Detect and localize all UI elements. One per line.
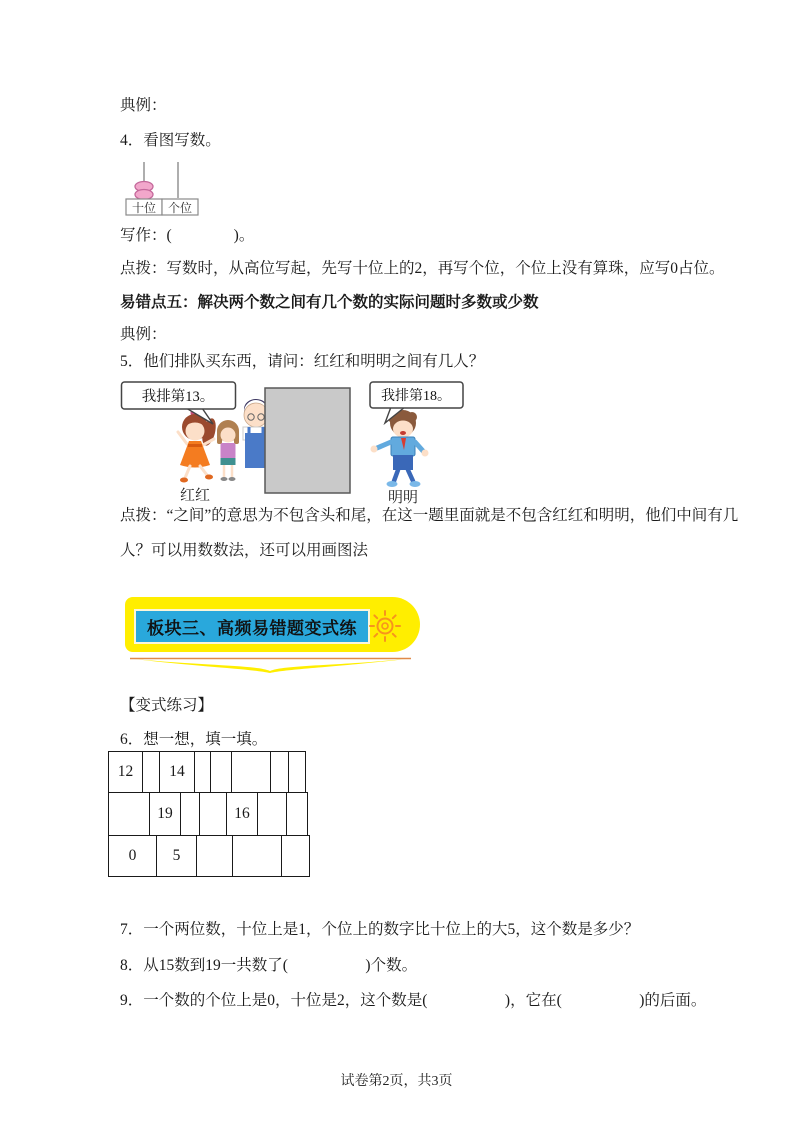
mingming-label: 明明 (387, 490, 419, 504)
example-label-1: 典例： (120, 97, 167, 114)
number-fill-table (108, 751, 310, 877)
question-4-tip: 点拨：写数时，从高位写起，先写十位上的2，再写个位，个位上没有算珠，应写0占位。 (120, 260, 725, 277)
bubble-left-text: 我排第13。 (141, 389, 215, 405)
table-cell-blank (288, 751, 306, 793)
question-5-title: 5．他们排队买东西，请问：红红和明明之间有几人？ (120, 353, 485, 370)
banner-underline-brace-icon (128, 655, 413, 675)
sun-icon (364, 606, 406, 646)
bubble-right-text: 我排第18。 (381, 389, 451, 404)
honghong-label: 红红 (179, 488, 211, 504)
table-cell-blank (180, 792, 200, 836)
table-cell-blank (108, 792, 150, 836)
ones-place-label: 个位 (167, 201, 193, 215)
question-7: 7．一个两位数，十位上是1，个位上的数字比十位上的大5，这个数是多少？ (120, 921, 640, 938)
gray-box-icon (265, 388, 350, 493)
honghong-girl-icon (178, 409, 218, 483)
table-cell-blank (281, 835, 310, 877)
mingming-boy-icon (371, 410, 429, 487)
table-row (108, 792, 310, 836)
table-cell-filled: 5 (156, 835, 197, 877)
table-cell-blank (196, 835, 233, 877)
small-girl-icon (217, 420, 239, 481)
abacus-figure (120, 160, 210, 223)
section-banner-title: 板块三、高频易错题变式练 (134, 609, 370, 644)
table-cell-filled: 19 (149, 792, 181, 836)
practice-heading: 【变式练习】 (120, 697, 214, 714)
table-cell-filled: 0 (108, 835, 157, 877)
section-banner (125, 597, 420, 652)
tens-bead-icon (135, 190, 153, 200)
example-label-2: 典例： (120, 326, 167, 343)
table-cell-blank (231, 751, 271, 793)
question-9: 9．一个数的个位上是0，十位是2，这个数是( )，它在( )的后面。 (120, 992, 707, 1009)
table-cell-filled: 12 (108, 751, 143, 793)
question-5-tip-line2: 人？可以用数数法，还可以用画图法 (120, 542, 369, 559)
question-6-title: 6．想一想，填一填。 (120, 731, 268, 748)
table-cell-blank (210, 751, 232, 793)
question-5-tip-line1: 点拨：“之间”的意思为不包含头和尾，在这一题里面就是不包含红红和明明，他们中间有几 (120, 507, 739, 524)
table-cell-blank (142, 751, 160, 793)
question-8: 8．从15数到19一共数了( )个数。 (120, 957, 418, 974)
queue-illustration (120, 378, 465, 509)
table-cell-blank (270, 751, 289, 793)
table-row (108, 835, 310, 877)
table-cell-filled: 16 (226, 792, 258, 836)
question-4-write-blank: 写作：( )。 (120, 227, 255, 244)
tens-place-label: 十位 (131, 201, 157, 215)
table-cell-blank (194, 751, 211, 793)
speech-bubble-left (122, 382, 236, 424)
page-footer: 试卷第2页，共3页 (340, 1074, 453, 1089)
table-cell-filled: 14 (159, 751, 195, 793)
table-cell-blank (199, 792, 227, 836)
table-cell-blank (257, 792, 287, 836)
abacus-icon (120, 160, 210, 218)
table-cell-blank (286, 792, 308, 836)
mistake-point-heading: 易错点五：解决两个数之间有几个数的实际问题时多数或少数 (120, 294, 539, 311)
table-cell-blank (232, 835, 282, 877)
table-row (108, 751, 310, 793)
queue-illustration-icon (120, 378, 465, 504)
question-4-title: 4．看图写数。 (120, 132, 221, 149)
